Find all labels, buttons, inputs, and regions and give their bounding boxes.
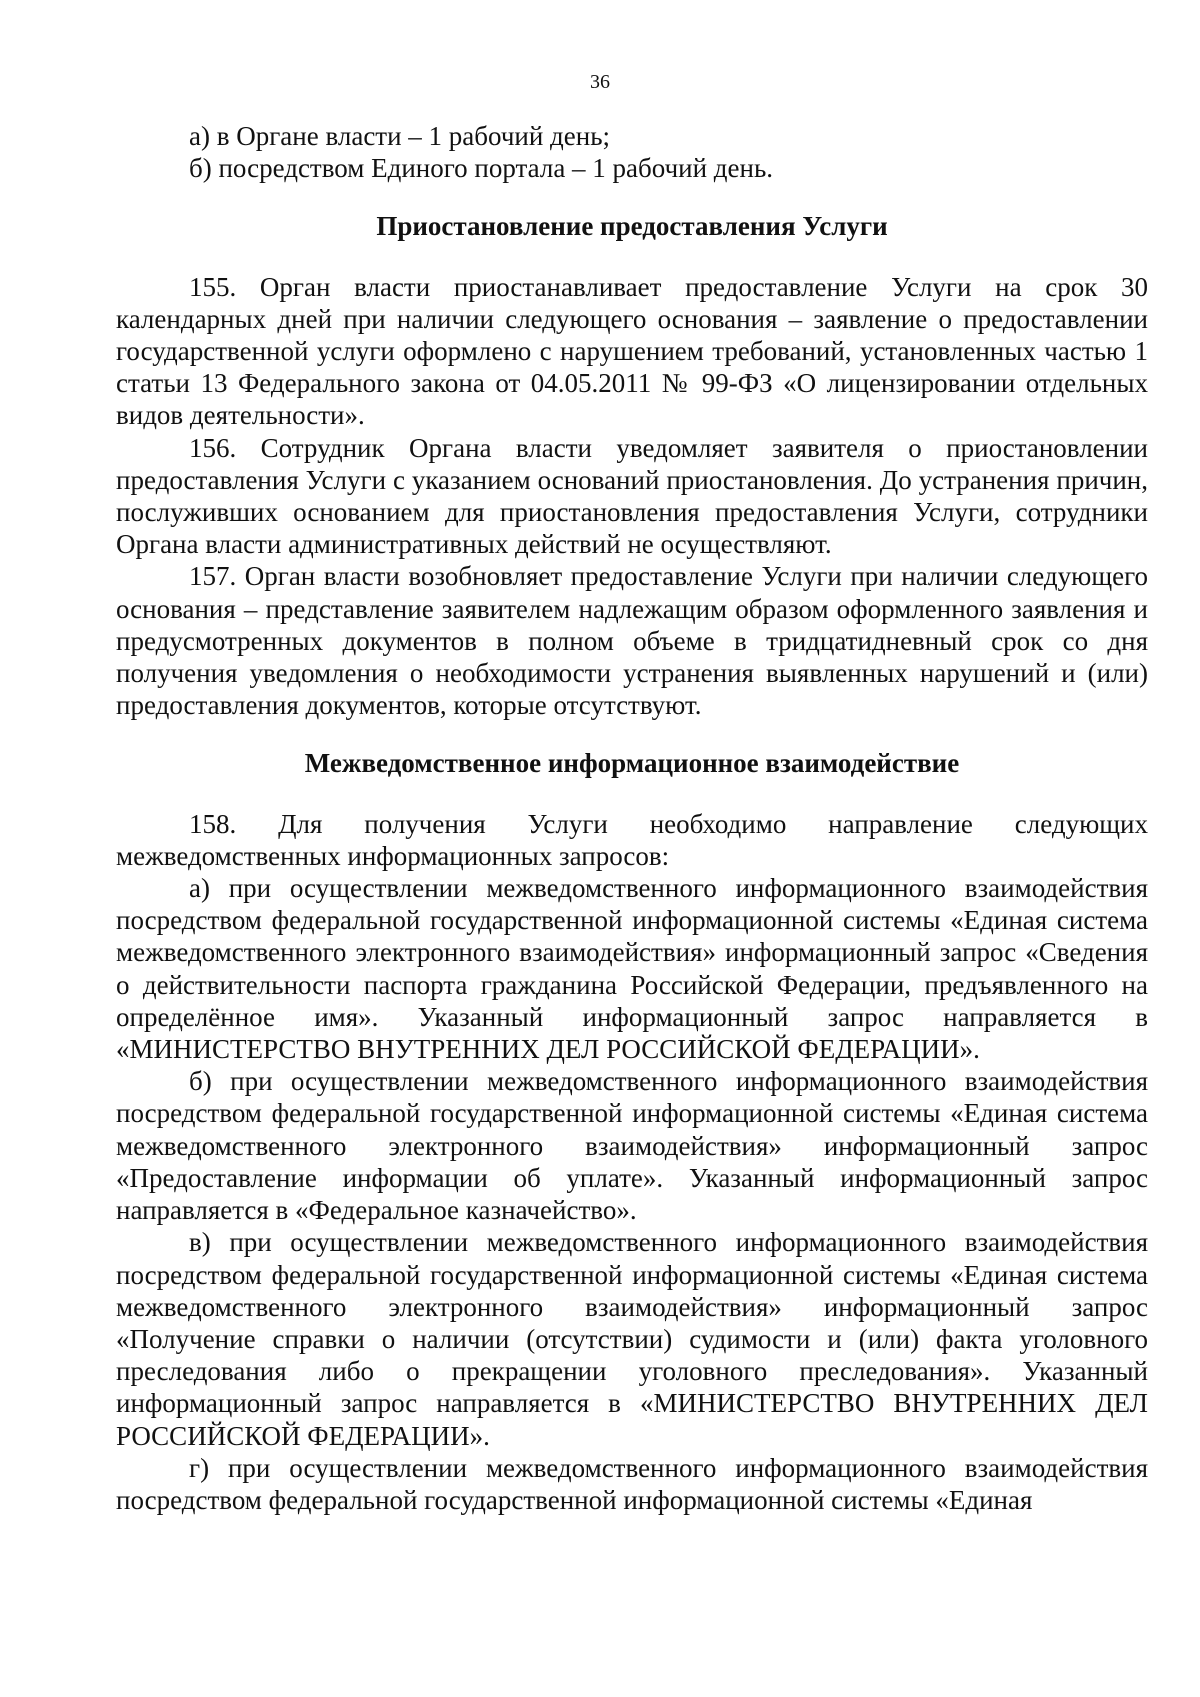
paragraph-158: 158. Для получения Услуги необходимо направление следующих межведомственных информационных запросов: bbox=[116, 808, 1148, 871]
section-heading-suspension: Приостановление предоставления Услуги bbox=[376, 211, 888, 242]
paragraph-158-g: г) при осуществлении межведомственного информационного взаимодействия посредством федеральной государственной информационной системы «Единая bbox=[116, 1452, 1148, 1515]
paragraph-term-office: а) в Органе власти – 1 рабочий день; bbox=[189, 121, 611, 151]
paragraph-term-portal: б) посредством Единого портала – 1 рабочий день. bbox=[189, 153, 774, 184]
section-heading-interagency: Межведомственное информационное взаимодействие bbox=[304, 748, 960, 779]
paragraph-158-v: в) при осуществлении межведомственного информационного взаимодействия посредством федеральной государственной информационной системы «Единая система межведомственного электронного взаимодействия» информационный запрос «Получение справки о наличии (отсутствии) судимости и (или) факта уголовного преследования либо о прекращении уголовного преследования». Указанный информационный запрос направляется в «МИНИСТЕРСТВО ВНУТРЕННИХ ДЕЛ РОССИЙСКОЙ ФЕДЕРАЦИИ». bbox=[116, 1227, 1148, 1451]
document-body bbox=[116, 120, 1148, 1516]
page-number: 36 bbox=[590, 71, 610, 93]
paragraph-157: 157. Орган власти возобновляет предоставление Услуги при наличии следующего основания – представление заявителем надлежащим образом оформленного заявления и предусмотренных документов в полном объеме в тридцатидневный срок со дня получения уведомления о необходимости устранения выявленных нарушений и (или) предоставления документов, которые отсутствуют. bbox=[116, 561, 1148, 721]
paragraph-155: 155. Орган власти приостанавливает предоставление Услуги на срок 30 календарных дней при наличии следующего основания – заявление о предоставлении государственной услуги оформлено с нарушением требований, установленных частью 1 статьи 13 Федерального закона от 04.05.2011 № 99-ФЗ «О лицензировании отдельных видов деятельности». bbox=[116, 271, 1148, 431]
paragraph-156: 156. Сотрудник Органа власти уведомляет заявителя о приостановлении предоставления Услуги с указанием оснований приостановления. До устранения причин, послуживших основанием для приостановления предоставления Услуги, сотрудники Органа власти административных действий не осуществляют. bbox=[116, 432, 1148, 560]
paragraph-158-a: а) при осуществлении межведомственного информационного взаимодействия посредством федеральной государственной информационной системы «Единая система межведомственного электронного взаимодействия» информационный запрос «Сведения о действительности паспорта гражданина Российской Федерации, предъявленного на определённое имя». Указанный информационный запрос направляется в «МИНИСТЕРСТВО ВНУТРЕННИХ ДЕЛ РОССИЙСКОЙ ФЕДЕРАЦИИ». bbox=[116, 873, 1148, 1065]
paragraph-158-b: б) при осуществлении межведомственного информационного взаимодействия посредством федеральной государственной информационной системы «Единая система межведомственного электронного взаимодействия» информационный запрос «Предоставление информации об уплате». Указанный информационный запрос направляется в «Федеральное казначейство». bbox=[116, 1066, 1148, 1226]
